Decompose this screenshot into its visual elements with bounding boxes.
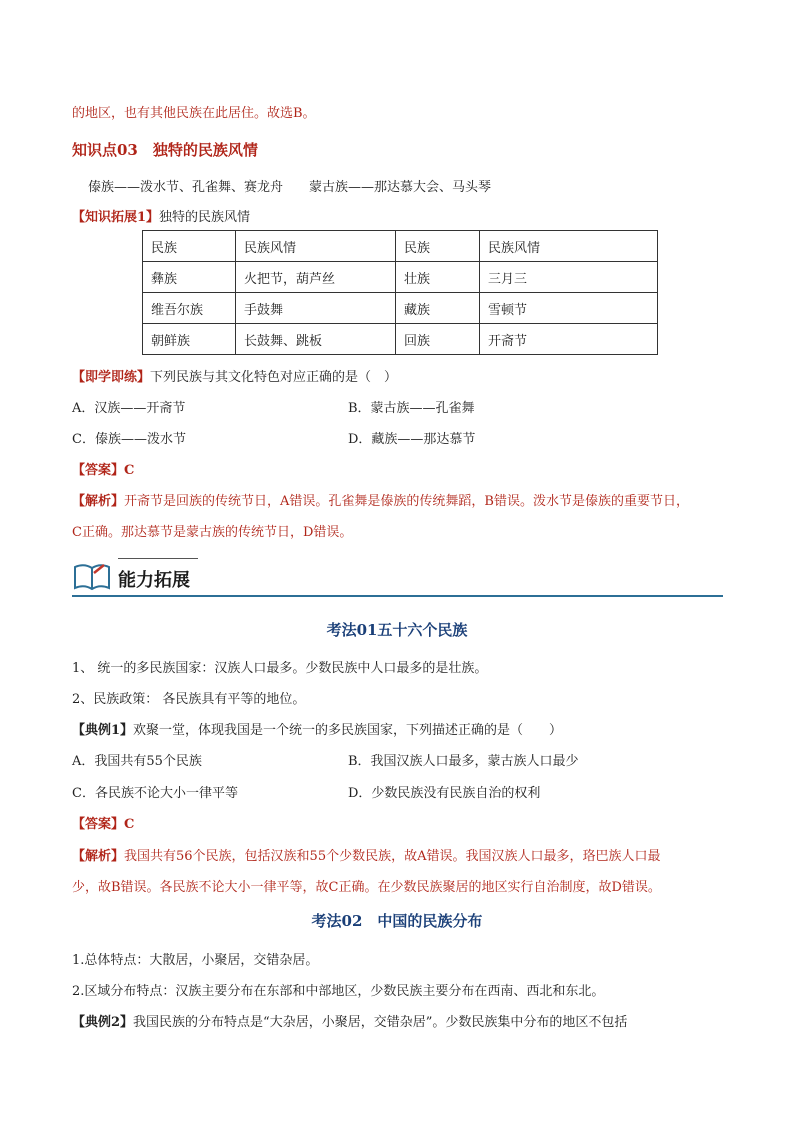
practice-question-text: 下列民族与其文化特色对应正确的是（ ） <box>150 370 398 385</box>
example1-analysis-line2: 少，故B错误。各民族不论大小一律平等，故C正确。在少数民族聚居的地区实行自治制度，故D错误。 <box>72 880 661 895</box>
example1-answer: 【答案】C <box>72 817 135 832</box>
extension-text: 独特的民族风情 <box>159 210 251 225</box>
practice-question <box>72 366 397 385</box>
table-cell: 手鼓舞 <box>236 293 396 324</box>
method02-point-2: 2.区域分布特点：汉族主要分布在东部和中部地区，少数民族主要分布在西南、西北和东北。 <box>72 984 605 999</box>
extension-tag: 【知识拓展1】 <box>72 210 160 225</box>
practice-tag: 【即学即练】 <box>72 370 151 385</box>
practice-analysis-line1 <box>72 490 689 509</box>
table-cell: 开斋节 <box>480 324 658 355</box>
continued-text: 的地区，也有其他民族在此居住。故选B。 <box>72 106 316 121</box>
table-header-cell: 民族 <box>396 231 480 262</box>
example1-option-b: B．我国汉族人口最多，蒙古族人口最少 <box>348 754 579 769</box>
knowledge-extension-1 <box>72 206 250 225</box>
table-header-row <box>143 231 658 262</box>
table-cell: 雪顿节 <box>480 293 658 324</box>
method01-title: 考法01五十六个民族 <box>326 621 468 639</box>
example1-analysis-line1 <box>72 845 661 864</box>
kp03-summary: 傣族——泼水节、孔雀舞、赛龙舟 蒙古族——那达慕大会、马头琴 <box>88 180 492 195</box>
table-cell: 火把节，葫芦丝 <box>236 262 396 293</box>
table-header-cell: 民族 <box>143 231 236 262</box>
example2-text: 我国民族的分布特点是“大杂居，小聚居，交错杂居”。少数民族集中分布的地区不包括 <box>133 1015 628 1030</box>
example1-tag: 【典例1】 <box>72 723 134 738</box>
method02-point-1: 1.总体特点：大散居，小聚居，交错杂居。 <box>72 953 319 968</box>
analysis-tag: 【解析】 <box>72 849 125 864</box>
table-row <box>143 324 658 355</box>
example1-text: 欢聚一堂，体现我国是一个统一的多民族国家，下列描述正确的是（ ） <box>133 723 563 738</box>
method02-title: 考法02 中国的民族分布 <box>311 912 483 930</box>
table-header-cell: 民族风情 <box>480 231 658 262</box>
option-a: A．汉族——开斋节 <box>72 401 186 416</box>
table-cell: 藏族 <box>396 293 480 324</box>
option-c: C．傣族——泼水节 <box>72 432 186 447</box>
example1-option-c: C．各民族不论大小一律平等 <box>72 786 238 801</box>
method01-point-1: 1、 统一的多民族国家：汉族人口最多。少数民族中人口最多的是壮族。 <box>72 661 488 676</box>
analysis-text: 我国共有56个民族，包括汉族和55个少数民族，故A错误。我国汉族人口最多，珞巴族人口最 <box>124 849 661 864</box>
table-row <box>143 262 658 293</box>
example2-tag: 【典例2】 <box>72 1015 134 1030</box>
ethnic-customs-table <box>142 230 658 355</box>
table-row <box>143 293 658 324</box>
table-cell: 三月三 <box>480 262 658 293</box>
banner-title: 能力拓展 <box>118 570 190 591</box>
open-book-icon <box>72 561 112 591</box>
table-header-cell: 民族风情 <box>236 231 396 262</box>
table-cell: 维吾尔族 <box>143 293 236 324</box>
example1-question <box>72 719 562 738</box>
section-title-kp03: 知识点03 独特的民族风情 <box>72 141 258 159</box>
method01-point-2: 2、民族政策： 各民族具有平等的地位。 <box>72 692 306 707</box>
table-cell: 壮族 <box>396 262 480 293</box>
banner-underline <box>72 595 723 597</box>
banner-overline <box>118 558 198 559</box>
option-d: D．藏族——那达慕节 <box>348 432 476 447</box>
example1-option-a: A．我国共有55个民族 <box>72 754 202 769</box>
practice-analysis-line2: C正确。那达慕节是蒙古族的传统节日，D错误。 <box>72 525 353 540</box>
table-cell: 朝鲜族 <box>143 324 236 355</box>
analysis-tag: 【解析】 <box>72 494 125 509</box>
option-b: B．蒙古族——孔雀舞 <box>348 401 475 416</box>
table-cell: 长鼓舞、跳板 <box>236 324 396 355</box>
example1-option-d: D．少数民族没有民族自治的权利 <box>348 786 541 801</box>
table-cell: 回族 <box>396 324 480 355</box>
practice-answer: 【答案】C <box>72 463 135 478</box>
example2-question <box>72 1011 627 1030</box>
analysis-text: 开斋节是回族的传统节日，A错误。孔雀舞是傣族的传统舞蹈，B错误。泼水节是傣族的重要节日， <box>124 494 689 509</box>
table-cell: 彝族 <box>143 262 236 293</box>
